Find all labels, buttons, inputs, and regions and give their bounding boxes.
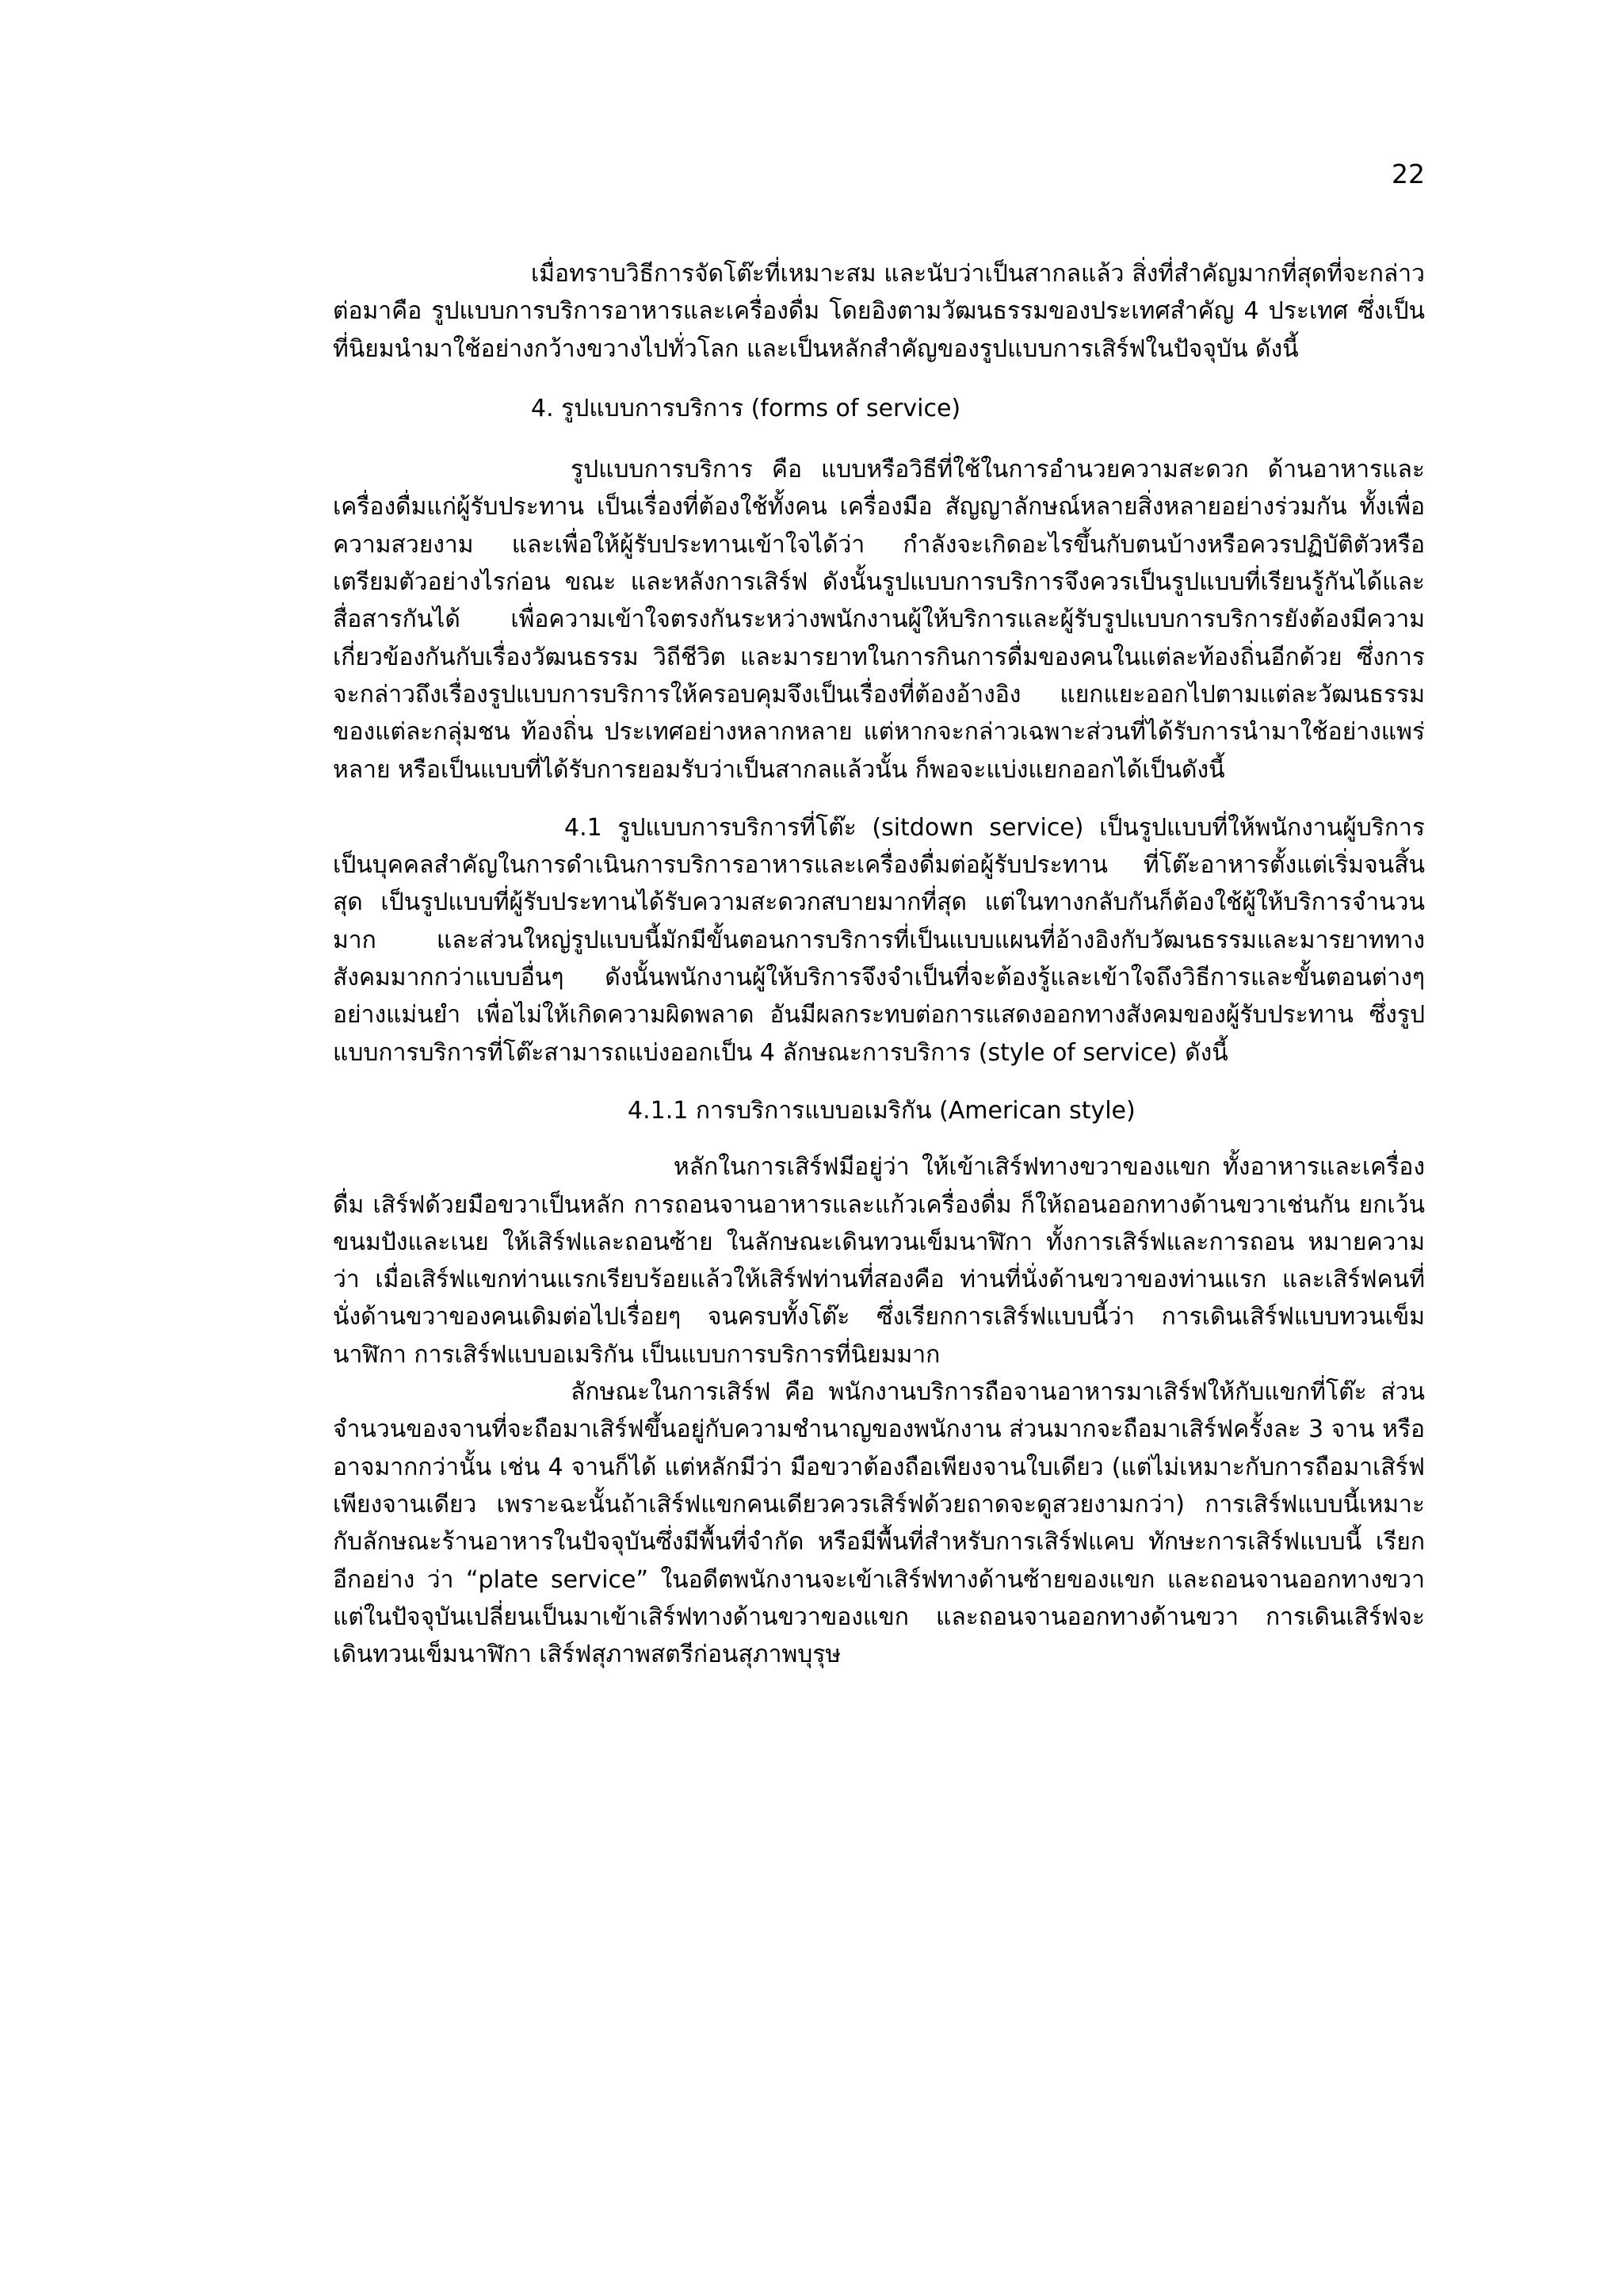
section-4-1-1-paragraph-1: หลักในการเสิร์ฟมีอยู่ว่า ให้เข้าเสิร์ฟทางขวาของแขก ทั้งอาหารและเครื่องดื่ม เสิร์ฟด้วยมือขวาเป็นหลัก การถอนจานอาหารและแก้วเครื่องดื่ม ก็ให้ถอนออกทางด้านขวาเช่นกัน ยกเว้นขนมปังและเนย ให้เสิร์ฟและถอนซ้าย ในลักษณะเดินทวนเข็มนาฬิกา ทั้งการเสิร์ฟและการถอน หมายความว่า เมื่อเสิร์ฟแขกท่านแรกเรียบร้อยแล้วให้เสิร์ฟท่านที่สองคือ ท่านที่นั่งด้านขวาของท่านแรก และเสิร์ฟคนที่นั่งด้านขวาของคนเดิมต่อไปเรื่อยๆ จนครบทั้งโต๊ะ ซึ่งเรียกการเสิร์ฟแบบนี้ว่า การเดินเสิร์ฟแบบทวนเข็มนาฬิกา การเสิร์ฟแบบอเมริกัน เป็นแบบการบริการที่นิยมมาก <box>333 1153 1425 1369</box>
section-4-1-1-heading: 4.1.1 การบริการแบบอเมริกัน (American style) <box>628 1096 1136 1125</box>
section-4-heading: 4. รูปแบบการบริการ (forms of service) <box>531 394 961 422</box>
page-number: 22 <box>1392 159 1425 189</box>
page-body <box>333 255 1425 1673</box>
section-4-paragraph: รูปแบบการบริการ คือ แบบหรือวิธีที่ใช้ในการอำนวยความสะดวก ด้านอาหารและเครื่องดื่มแก่ผู้รับประทาน เป็นเรื่องที่ต้องใช้ทั้งคน เครื่องมือ สัญญาลักษณ์หลายสิ่งหลายอย่างร่วมกัน ทั้งเพื่อความสวยงาม และเพื่อให้ผู้รับประทานเข้าใจได้ว่า กำลังจะเกิดอะไรขึ้นกับตนบ้างหรือควรปฏิบัติตัวหรือเตรียมตัวอย่างไรก่อน ขณะ และหลังการเสิร์ฟ ดังนั้นรูปแบบการบริการจึงควรเป็นรูปแบบที่เรียนรู้กันได้และสื่อสารกันได้ เพื่อความเข้าใจตรงกันระหว่างพนักงานผู้ให้บริการและผู้รับรูปแบบการบริการยังต้องมีความเกี่ยวข้องกันกับเรื่องวัฒนธรรม วิถีชีวิต และมารยาทในการกินการดื่มของคนในแต่ละท้องถิ่นอีกด้วย ซึ่งการจะกล่าวถึงเรื่องรูปแบบการบริการให้ครอบคุมจึงเป็นเรื่องที่ต้องอ้างอิง แยกแยะออกไปตามแต่ละวัฒนธรรมของแต่ละกลุ่มชน ท้องถิ่น ประเทศอย่างหลากหลาย แต่หากจะกล่าวเฉพาะส่วนที่ได้รับการนำมาใช้อย่างแพร่หลาย หรือเป็นแบบที่ได้รับการยอมรับว่าเป็นสากลแล้วนั้น ก็พอจะแบ่งแยกออกได้เป็นดังนี้ <box>333 456 1425 784</box>
section-4-1-1-paragraph-2: ลักษณะในการเสิร์ฟ คือ พนักงานบริการถือจานอาหารมาเสิร์ฟให้กับแขกที่โต๊ะ ส่วนจำนวนของจานที่จะถือมาเสิร์ฟขึ้นอยู่กับความชำนาญของพนักงาน ส่วนมากจะถือมาเสิร์ฟครั้งละ 3 จาน หรืออาจมากกว่านั้น เช่น 4 จานก็ได้ แต่หลักมีว่า มือขวาต้องถือเพียงจานใบเดียว (แต่ไม่เหมาะกับการถือมาเสิร์ฟเพียงจานเดียว เพราะฉะนั้นถ้าเสิร์ฟแขกคนเดียวควรเสิร์ฟด้วยถาดจะดูสวยงามกว่า) การเสิร์ฟแบบนี้เหมาะกับลักษณะร้านอาหารในปัจจุบันซึ่งมีพื้นที่จำกัด หรือมีพื้นที่สำหรับการเสิร์ฟแคบ ทักษะการเสิร์ฟแบบนี้ เรียกอีกอย่าง ว่า “plate service” ในอดีตพนักงานจะเข้าเสิร์ฟทางด้านซ้ายของแขก และถอนจานออกทางขวา แต่ในปัจจุบันเปลี่ยนเป็นมาเข้าเสิร์ฟทางด้านขวาของแขก และถอนจานออกทางด้านขวา การเดินเสิร์ฟจะเดินทวนเข็มนาฬิกา เสิร์ฟสุภาพสตรีก่อนสุภาพบุรุษ <box>333 1378 1425 1669</box>
section-4-1-paragraph: 4.1 รูปแบบการบริการที่โต๊ะ (sitdown service) เป็นรูปแบบที่ให้พนักงานผู้บริการเป็นบุคคลสำคัญในการดำเนินการบริการอาหารและเครื่องดื่มต่อผู้รับประทาน ที่โต๊ะอาหารตั้งแต่เริ่มจนสิ้นสุด เป็นรูปแบบที่ผู้รับประทานได้รับความสะดวกสบายมากที่สุด แต่ในทางกลับกันก็ต้องใช้ผู้ให้บริการจำนวนมาก และส่วนใหญ่รูปแบบนี้มักมีขั้นตอนการบริการที่เป็นแบบแผนที่อ้างอิงกับวัฒนธรรมและมารยาททางสังคมมากกว่าแบบอื่นๆ ดังนั้นพนักงานผู้ให้บริการจึงจำเป็นที่จะต้องรู้และเข้าใจถึงวิธีการและขั้นตอนต่างๆ อย่างแม่นยำ เพื่อไม่ให้เกิดความผิดพลาด อันมีผลกระทบต่อการแสดงออกทางสังคมของผู้รับประทาน ซึ่งรูปแบบการบริการที่โต๊ะสามารถแบ่งออกเป็น 4 ลักษณะการบริการ (style of service) ดังนี้ <box>333 813 1425 1067</box>
intro-paragraph: เมื่อทราบวิธีการจัดโต๊ะที่เหมาะสม และนับว่าเป็นสากลแล้ว สิ่งที่สำคัญมากที่สุดที่จะกล่าวต่อมาคือ รูปแบบการบริการอาหารและเครื่องดื่ม โดยอิงตามวัฒนธรรมของประเทศสำคัญ 4 ประเทศ ซึ่งเป็นที่นิยมนำมาใช้อย่างกว้างขวางไปทั่วโลก และเป็นหลักสำคัญของรูปแบบการเสิร์ฟในปัจจุบัน ดังนี้ <box>333 260 1425 363</box>
